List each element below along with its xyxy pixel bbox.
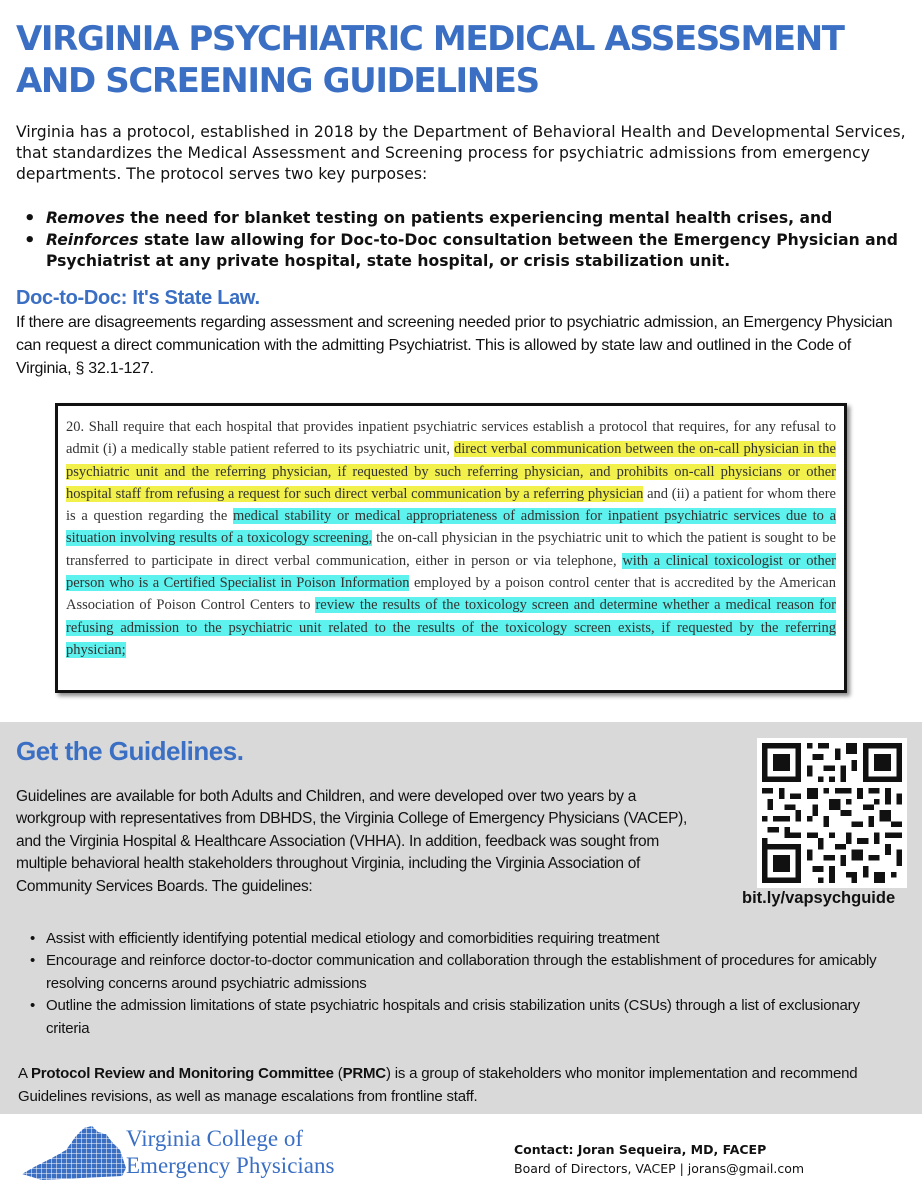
guidelines-paragraph: Guidelines are available for both Adults and Children, and were developed over two years by a workgroup with representatives from DBHDS, the Virginia College of Emergency Physicians (VACEP), and the Virginia Hospital & Healthcare Association (VHHA). In addition, feedback was sought from multiple behavioral health stakeholders throughout Virginia, including the Virginia Association of Community Services Boards. The guidelines: (16, 788, 687, 895)
purpose-list (16, 208, 911, 273)
qr-link[interactable]: bit.ly/vapsychguide (742, 889, 896, 907)
logo-line: Emergency Physicians (126, 1153, 335, 1178)
logo-line: Virginia College of (126, 1126, 304, 1151)
list-item: • Outline the admission limitations of state psychiatric hospitals and crisis stabilization units (CSUs) through a list of exclusionary criteria (16, 995, 896, 1040)
excerpt-text: employed by a poison control center that is accredited by the American Association of Poison Control Centers to (66, 575, 836, 614)
law-heading: Doc-to-Doc: It's State Law. (16, 287, 260, 309)
contact-name: Contact: Joran Sequeira, MD, FACEP (514, 1142, 767, 1157)
prmc-abbr: PRMC (342, 1065, 386, 1082)
guidelines-heading: Get the Guidelines. (16, 736, 244, 766)
excerpt-text: 20. Shall require that each hospital that provides inpatient psychiatric services establish a protocol that requires, for any refusal to admit (i) a medically stable patient referred to its psychiatric unit, (66, 419, 836, 458)
page-title: VIRGINIA PSYCHIATRIC MEDICAL ASSESSMENT AND SCREENING GUIDELINES (16, 19, 844, 101)
qr-code[interactable] (757, 738, 907, 888)
purpose-item: • Reinforces state law allowing for Doc-to-Doc consultation between the Emergency Physician and Psychiatrist at any private hospital, state hospital, or crisis stabilization unit. (16, 230, 911, 272)
purpose-item: • Removes the need for blanket testing on patients experiencing mental health crises, and (16, 208, 911, 229)
excerpt-highlight-cyan: medical stability or medical appropriateness of admission for inpatient psychiatric services due to a situation involving results of a toxicology screening, (66, 508, 837, 547)
excerpt-highlight-cyan: with a clinical toxicologist or other person who is a Certified Specialist in Poison Information (66, 552, 836, 592)
prmc-paragraph: A Protocol Review and Monitoring Committee (PRMC) is a group of stakeholders who monitor implementation and recommend Guidelines revisions, as well as manage escalations from frontline staff. (18, 1065, 858, 1105)
excerpt-highlight-cyan: review the results of the toxicology screen and determine whether a medical reason for refusing admission to the psychiatric unit related to the results of the toxicology screen exists, if requested by the referring physician; (66, 597, 836, 658)
virginia-map-icon (22, 1124, 126, 1182)
list-item: • Encourage and reinforce doctor-to-doctor communication and collaboration through the establishment of procedures for amicably resolving concerns around psychiatric admissions (16, 950, 896, 995)
code-excerpt (55, 403, 847, 693)
excerpt-highlight-yellow: direct verbal communication between the on-call physician in the psychiatric unit and the referring physician, if requested by such referring physician, and prohibits on-call physicians or other hospital staff from refusing a request for such direct verbal communication by a referring physician (66, 441, 836, 502)
excerpt-text: the on-call physician in the psychiatric unit to which the patient is sought to be transferred to participate in direct verbal communication, either in person or via telephone, (66, 530, 836, 569)
prmc-name: Protocol Review and Monitoring Committee (30, 1065, 334, 1082)
organization-logo (126, 1125, 334, 1179)
contact-details: Board of Directors, VACEP | jorans@gmail.com (514, 1161, 805, 1176)
contact-block (514, 1140, 804, 1178)
list-item: • Assist with efficiently identifying potential medical etiology and comorbidities requiring treatment (16, 928, 896, 950)
law-paragraph: If there are disagreements regarding assessment and screening needed prior to psychiatric admission, an Emergency Physician can request a direct communication with the admitting Psychiatrist. This is allowed by state law and outlined in the Code of Virginia, § 32.1-127. (16, 314, 893, 377)
excerpt-text: and (ii) a patient for whom there is a question regarding the (66, 485, 836, 525)
qr-code-icon (762, 743, 902, 883)
intro-paragraph: Virginia has a protocol, established in 2018 by the Department of Behavioral Health and Developmental Services, that standardizes the Medical Assessment and Screening process for psychiatric admissions from emergency departments. The protocol serves two key purposes: (16, 123, 906, 183)
guideline-points (16, 928, 896, 1040)
